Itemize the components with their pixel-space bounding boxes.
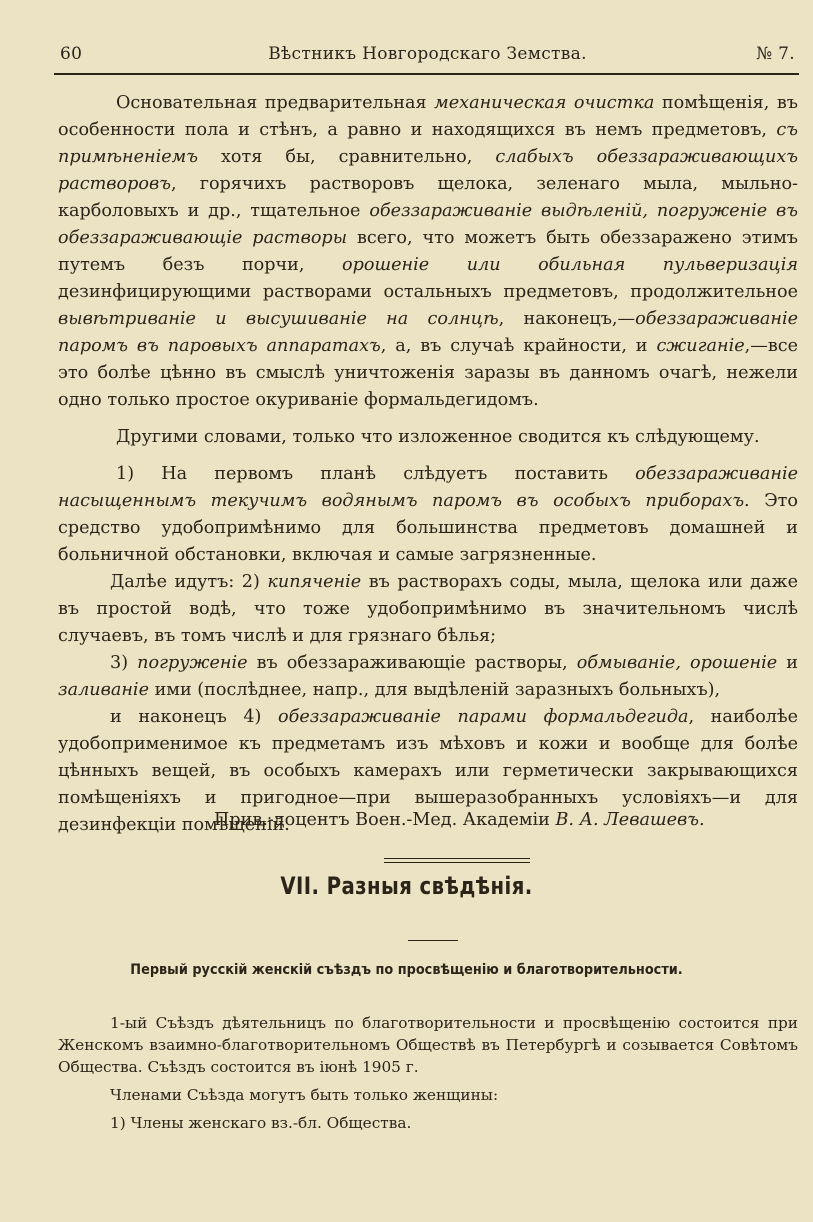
list-item-1: 1) На первомъ планѣ слѣдуетъ поставить обеззараживаніе насыщеннымъ текучимъ водянымъ паромъ въ особыхъ приборахъ. Это средство удобопримѣнимо для большинства предметовъ домашней и больничной обстановки, включая и самые загрязненные. bbox=[58, 464, 798, 565]
paragraph-summary: Другими словами, только что изложенное сводится къ слѣдующему. bbox=[116, 427, 760, 447]
author-signature: Прив.-доцентъ Воен.-Мед. Академіи В. А. Левашевъ. bbox=[214, 810, 705, 830]
article-body bbox=[58, 90, 798, 839]
section-title: VII. Разныя свѣдѣнія. bbox=[280, 872, 533, 900]
running-header bbox=[60, 44, 795, 68]
news-list-item: 1) Члены женскаго вз.-бл. Общества. bbox=[110, 1114, 412, 1132]
news-body bbox=[58, 1012, 798, 1134]
news-subtitle: Первый русскій женскій съѣздъ по просвѣщенію и благотворительности. bbox=[130, 962, 683, 978]
page-number: 60 bbox=[60, 44, 83, 64]
title-underline bbox=[408, 940, 458, 941]
paragraph-cleaning: Основательная предварительная механическая очистка помѣщенія, въ особенности пола и стѣнъ, а равно и находящихся въ немъ предметовъ, съ примѣненіемъ хотя бы, сравнительно, слабыхъ обеззараживающихъ растворовъ, горячихъ растворовъ щелока, зеленаго мыла, мыльно-карболовыхъ и др., тщательное обеззараживаніе выдѣленій, погруженіе въ обеззараживающіе растворы всего, что можетъ быть обеззаражено этимъ путемъ безъ порчи, орошеніе или обильная пульверизація дезинфицирующими растворами остальныхъ предметовъ, продолжительное вывѣтриваніе и высушиваніе на солнцѣ, наконецъ,—обеззараживаніе паромъ въ паровыхъ аппаратахъ, а, въ случаѣ крайности, и сжиганіе,—все это болѣе цѣнно въ смыслѣ уничтоженія заразы въ данномъ очагѣ, нежели одно только простое окуриваніе формальдегидомъ. bbox=[58, 93, 798, 410]
list-item-2: Далѣе идутъ: 2) кипяченіе въ растворахъ соды, мыла, щелока или даже въ простой водѣ, что тоже удобопримѣнимо въ значительномъ числѣ случаевъ, въ томъ числѣ и для грязнаго бѣлья; bbox=[58, 572, 799, 646]
news-members-intro: Членами Съѣзда могутъ быть только женщины: bbox=[110, 1086, 499, 1104]
section-divider bbox=[384, 858, 530, 859]
list-item-3: 3) погруженіе въ обеззараживающіе растворы, обмываніе, орошеніе и заливаніе ими (послѣднее, напр., для выдѣленій заразныхъ больныхъ), bbox=[58, 653, 798, 700]
header-rule bbox=[54, 73, 799, 75]
issue-number: № 7. bbox=[756, 44, 795, 64]
section-divider-double bbox=[384, 862, 530, 863]
list-item-4: и наконецъ 4) обеззараживаніе парами формальдегида, наиболѣе удобоприменимое къ предметамъ изъ мѣховъ и кожи и вообще для болѣе цѣнныхъ вещей, въ особыхъ камерахъ или герметически закрывающихся помѣщеніяхъ и пригодное—при вышеразобранныхъ условіяхъ—и для дезинфекціи помѣщеній. bbox=[58, 707, 798, 835]
journal-title: Вѣстникъ Новгородскаго Земства. bbox=[268, 44, 587, 64]
news-paragraph: 1-ый Съѣздъ дѣятельницъ по благотворительности и просвѣщенію состоится при Женскомъ взаимно-благотворительномъ Обществѣ въ Петербургѣ и созывается Совѣтомъ Общества. Съѣздъ состоится въ іюнѣ 1905 г. bbox=[58, 1014, 798, 1076]
